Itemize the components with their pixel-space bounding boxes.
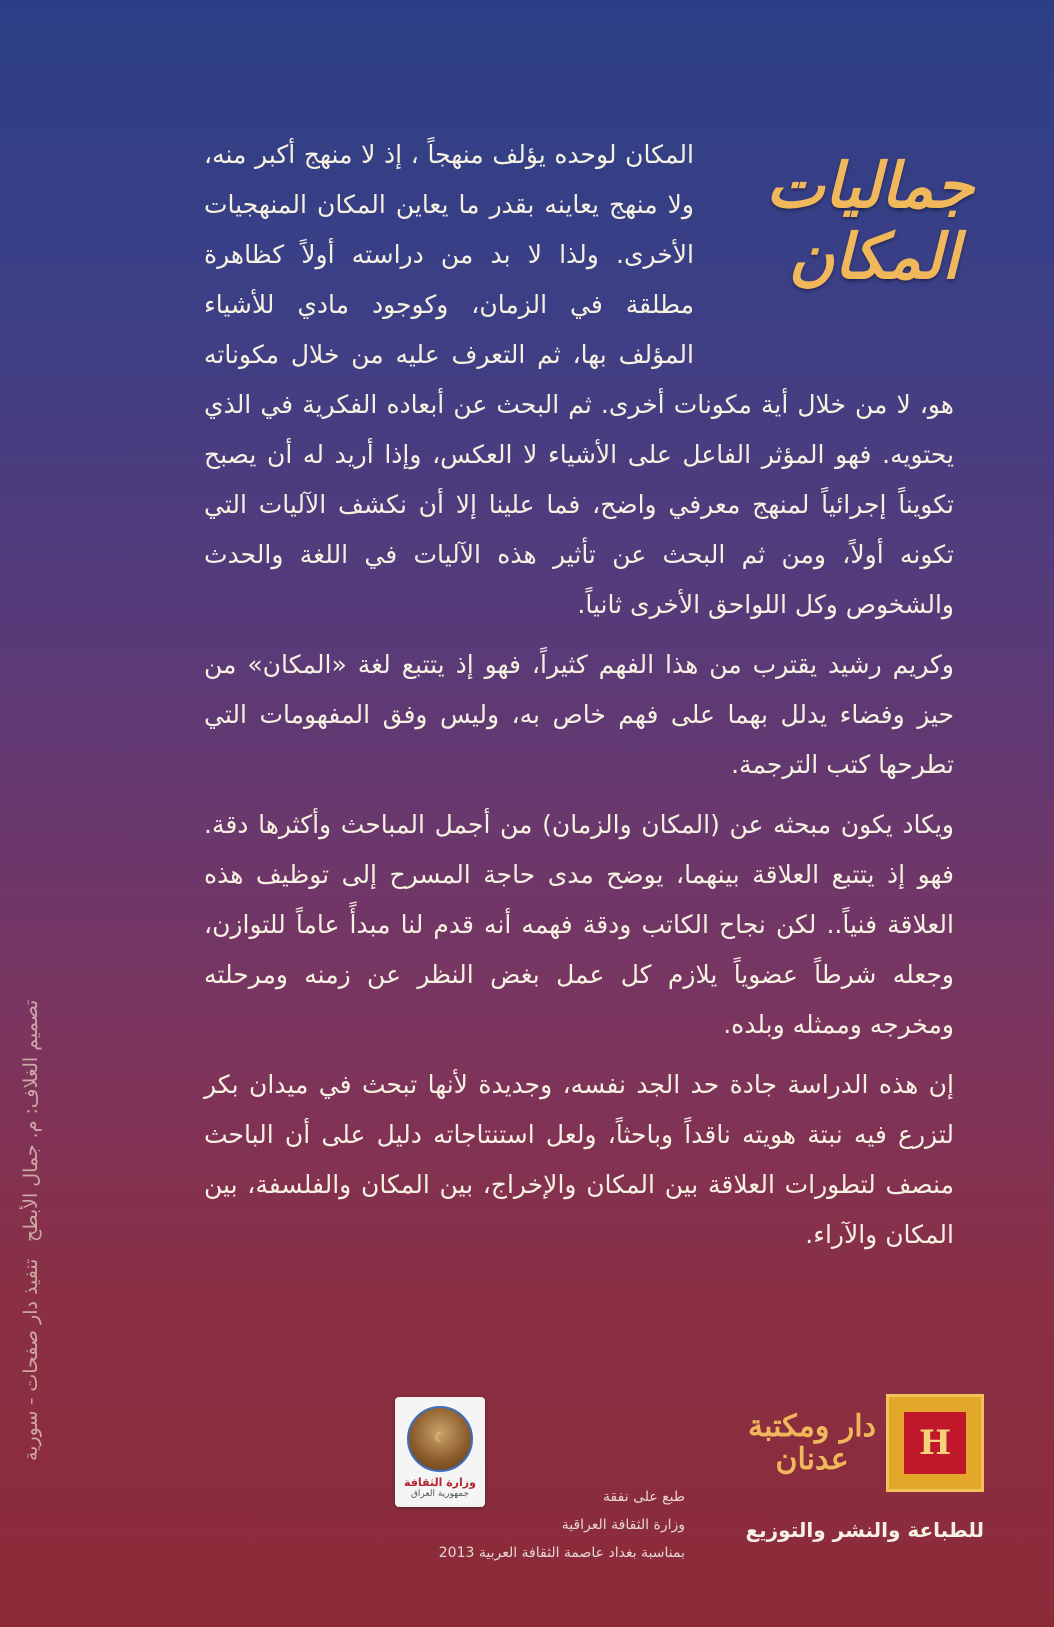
cover-credits	[20, 1000, 42, 1580]
ministry-badge-title: وزارة الثقافة	[404, 1475, 476, 1489]
paragraph-3: ويكاد يكون مبحثه عن (المكان والزمان) من أجمل المباحث وأكثرها دقة. فهو إذ يتتبع العلاقة بينهما، يوضح مدى حاجة المسرح إلى توظيف هذه العلاقة فنياً.. لكن نجاح الكاتب ودقة فهمه أنه قدم لنا مبدأً عاماً للتوازن، وجعله شرطاً عضوياً يلازم كل عمل بغض النظر عن زمنه ومرحلته ومخرجه وممثله وبلده.	[204, 810, 954, 1039]
ministry-emblem-icon: ☾	[407, 1406, 473, 1472]
title-line-1: جماليات	[766, 149, 974, 222]
paragraph-4: إن هذه الدراسة جادة حد الجد نفسه، وجديدة لأنها تبحث في ميدان بكر لتزرع فيه نبتة هويته ناقداً وباحثاً، ولعل استنتاجاته دليل على أن الباحث منصف لتطورات العلاقة بين المكان والإخراج، بين المكان والفلسفة، بين المكان والآراء.	[204, 1070, 954, 1249]
execution-credit: تنفيذ دار صفحات - سورية	[20, 1258, 42, 1461]
title-line-2: المكان	[788, 220, 960, 294]
paragraph-2: وكريم رشيد يقترب من هذا الفهم كثيراً، فهو إذ يتتبع لغة «المكان» من حيز وفضاء يدلل بهما على فهم خاص به، وليس وفق المفهومات التي تطرحها كتب الترجمة.	[204, 650, 954, 779]
publisher-logo-icon: H	[886, 1394, 984, 1492]
design-credit: تصميم الغلاف: م. جمال الأبطح	[20, 1000, 42, 1243]
publisher-name: دار ومكتبة عدنان	[748, 1409, 876, 1477]
paragraph-1: المكان لوحده يؤلف منهجاً ، إذ لا منهج أكبر منه، ولا منهج يعاينه بقدر ما يعاين المكان المنهجيات الأخرى. ولذا لا بد من دراسته أولاً كظاهرة مطلقة في الزمان، وكوجود مادي للأشياء المؤلف بها، ثم التعرف عليه من خلال مكوناته هو، لا من خلال أية مكونات أخرى. ثم البحث عن أبعاده الفكرية في الذي يحتويه. فهو المؤثر الفاعل على الأشياء لا العكس، وإذا أريد له أن يصبح تكويناً إجرائياً لمنهج معرفي واضح، فما علينا إلا أن نكشف الآليات التي تكونه أولاً، ومن ثم البحث عن تأثير هذه الآليات في اللغة والحدث والشخوص وكل اللواحق الأخرى ثانياً.	[204, 140, 954, 619]
blurb	[204, 130, 954, 1270]
publisher-block	[734, 1394, 984, 1492]
ministry-sponsorship: طبع على نفقة وزارة الثقافة العراقية بمناسبة بغداد عاصمة الثقافة العربية 2013	[438, 1489, 685, 1561]
ministry-badge-subtitle: جمهورية العراق	[410, 1488, 470, 1499]
publisher-tagline: للطباعة والنشر والتوزيع	[745, 1518, 984, 1542]
title-space	[694, 130, 954, 380]
